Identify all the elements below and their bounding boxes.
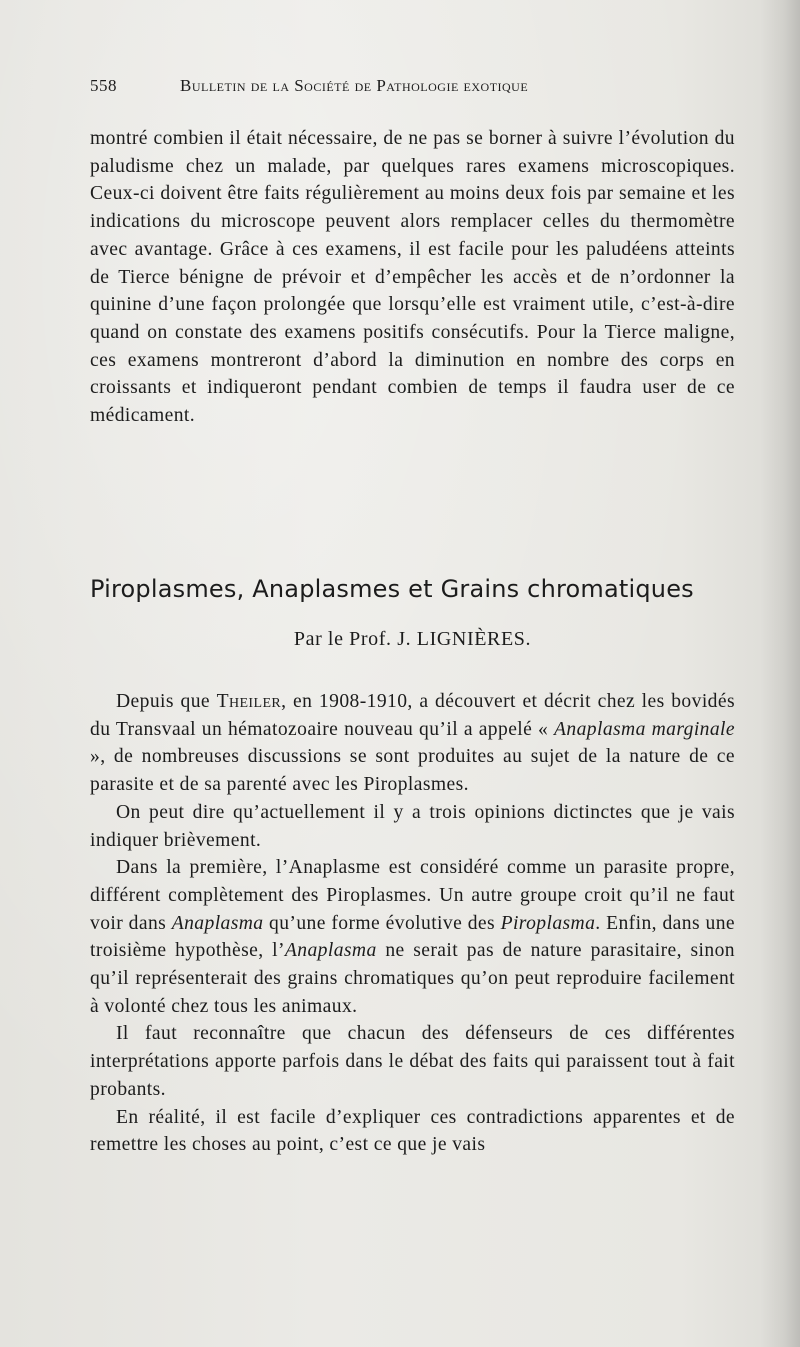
continuation-paragraph: montré combien il était nécessaire, de ne pas se borner à suivre l’évolution du paludisme chez un malade, par quelques rares examens microscopiques. Ceux-ci doivent être faits régulièrement au moins deux fois par semaine et les indications du microscope peuvent alors remplacer celles du thermomètre avec avantage. Grâce à ces examens, il est facile pour les paludéens atteints de Tierce bénigne de prévoir et d’empêcher les accès et de n’ordonner la quinine d’une façon prolongée que lorsqu’elle est vraiment utile, c’est-à-dire quand on constate des examens positifs consécutifs. Pour la Tierce maligne, ces examens montreront d’abord la diminution en nombre des corps en croissants et indiqueront pendant combien de temps il faudra user de ce médicament. (90, 128, 735, 427)
text-run: , en 1908-1910, a découvert et décrit chez les bovidés du Transvaal un hématozoaire nouveau qu’il a appelé « (90, 691, 735, 740)
article-title: Piroplasmes, Anaplasmes et Grains chromatiques (90, 575, 694, 603)
genus-name: Anaplasma (284, 940, 377, 962)
text-run: qu’une forme évolutive des (263, 912, 501, 934)
paragraph-5: En réalité, il est facile d’expliquer ces contradictions apparentes et de remettre les choses au point, c’est ce que je vais (90, 1106, 735, 1156)
paragraph-1 (90, 688, 735, 799)
paragraph-4: Il faut reconnaître que chacun des défenseurs de ces différentes interprétations apporte parfois dans le débat des faits qui paraissent tout à fait probants. (90, 1023, 735, 1100)
text-run: Dans la première, l’Anaplasme est considéré comme un parasite propre, différent complètement des Piroplasmes. Un autre groupe croit qu’il ne faut voir dans (90, 857, 735, 934)
page-number: 558 (90, 76, 117, 95)
genus-name: Anaplasma (171, 912, 264, 934)
genus-name: Piroplasma (500, 912, 596, 934)
continuation-text-block (90, 125, 735, 430)
page-edge-shadow (760, 0, 800, 1347)
text-run: », de nombreuses discussions se sont produites au sujet de la nature de ce parasite et de sa parenté avec les Piroplasmes. (90, 746, 735, 796)
article-body (90, 688, 735, 1159)
text-run: ne serait pas de nature parasitaire, sinon qu’il représenterait des grains chromatiques qu’on peut reproduire facilement à volonté chez tous les animaux. (90, 940, 735, 1017)
page-header (90, 76, 740, 102)
text-run: . Enfin, dans une troisième hypothèse, l’ (90, 912, 736, 962)
running-title: Bulletin de la Société de Pathologie exotique (180, 76, 529, 95)
paragraph-3 (90, 854, 735, 1020)
species-name: Anaplasma marginale (554, 718, 735, 740)
text-run: Depuis que (116, 691, 217, 712)
article-byline: Par le Prof. J. LIGNIÈRES. (293, 628, 532, 650)
paragraph-2: On peut dire qu’actuellement il y a trois opinions dictinctes que je vais indiquer brièvement. (90, 801, 735, 851)
author-name: Theiler (216, 691, 282, 712)
